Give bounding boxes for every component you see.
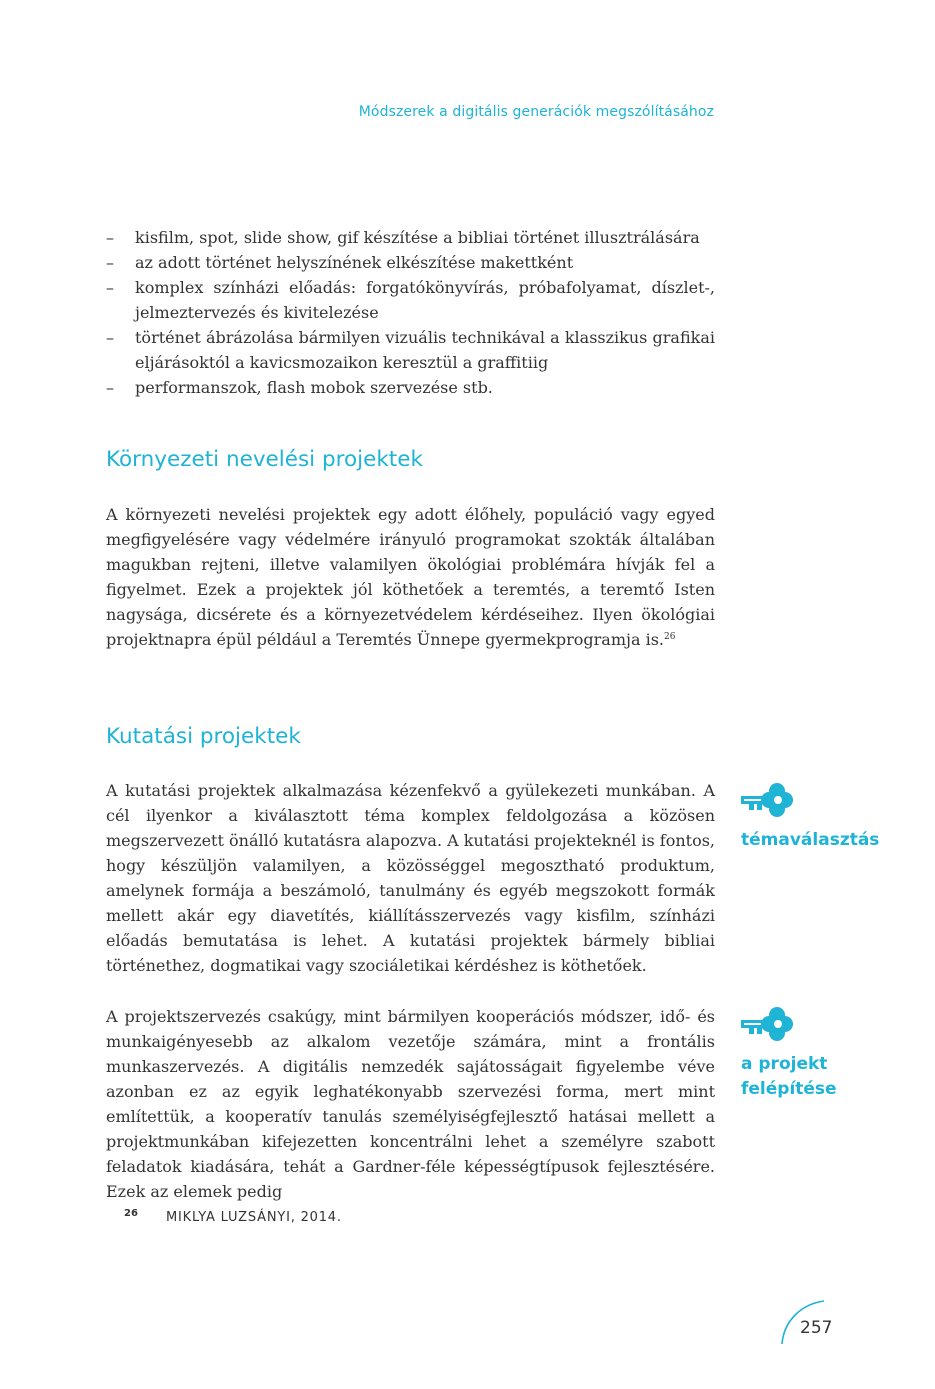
paragraph-research-2: A projektszervezés csakúgy, mint bármilyen kooperációs módszer, idő- és munkaigényesebb az alkalom vezetője számára, mint a frontális munkaszervezés. A digitális nemzedék sajátosságait figyelembe véve azonban ez az egyik leghatékonyabb szervezési forma, mert mint említettük, a kooperatív tanulás személyiségfejlesztő hatásai mellett a projektmunkában kifejezetten koncentrálni lehet a személyre szabott feladatok kiadására, tehát a Gardner-féle képességtípusok fejlesztésére. Ezek az elemek pedig xyxy=(106,1007,715,1201)
margin-label: témaválasztás xyxy=(741,830,880,850)
page-number: 257 xyxy=(800,1318,833,1338)
list-dash: – xyxy=(106,378,114,397)
key-icon xyxy=(741,1006,793,1044)
list-dash: – xyxy=(106,328,114,347)
section-heading-research: Kutatási projektek xyxy=(106,724,301,749)
margin-note-topic xyxy=(741,782,901,853)
list-dash: – xyxy=(106,253,114,272)
list-item: – történet ábrázolása bármilyen vizuális technikával a klasszikus grafikai eljárásoktól a kavicsmozaikon keresztül a graffitiig xyxy=(106,325,715,375)
margin-note-structure xyxy=(741,1006,901,1102)
list-item: – performanszok, flash mobok szervezése stb. xyxy=(106,375,715,400)
paragraph-environmental: A környezeti nevelési projektek egy adott élőhely, populáció vagy egyed megfigyelésére vagy védelmére irányuló programokat szokták általában magukban rejteni, illetve valamilyen ökológiai problémára hívják fel a figyelmet. Ezek a projektek jól köthetőek a teremtés, a teremtő Isten nagysága, dicsérete és a környezetvédelem kérdéseihez. Ilyen ökológiai projektnapra épül például a Teremtés Ünnepe gyermekprogramja is.$^{26}$ xyxy=(106,505,715,649)
key-icon xyxy=(741,782,793,820)
list-dash: – xyxy=(106,228,114,247)
list-item: – az adott történet helyszínének elkészítése makettként xyxy=(106,250,715,275)
margin-label: a projekt felépítése xyxy=(741,1054,837,1099)
running-head: Módszerek a digitális generációk megszólításához xyxy=(358,104,714,120)
paragraph-research-1: A kutatási projektek alkalmazása kézenfekvő a gyülekezeti munkában. A cél ilyenkor a kiválasztott téma komplex feldolgozása a közösen megszervezett önálló kutatásra alapozva. A kutatási projekteknél is fontos, hogy készüljön valamilyen, a közösséggel megosztható produktum, amelynek formája a beszámoló, tanulmány és egyéb megszokott formák mellett akár egy diavetítés, kiállításszervezés vagy kisfilm, színházi előadás bemutatása is lehet. A kutatási projektek bármely bibliai történethez, dogmatikai vagy szociáletikai kérdéshez is köthetőek. xyxy=(106,781,715,975)
bullet-list xyxy=(106,225,715,400)
section-heading-environmental: Környezeti nevelési projektek xyxy=(106,447,423,472)
footnote-text: MIKLYA LUZSÁNYI, 2014. xyxy=(166,1210,342,1225)
list-item: – komplex színházi előadás: forgatókönyvírás, próbafolyamat, díszlet-, jelmeztervezés és kivitelezése xyxy=(106,275,715,325)
page-number-block xyxy=(776,1298,836,1348)
list-dash: – xyxy=(106,278,114,297)
footnote-number: 26 xyxy=(124,1208,138,1219)
list-item: – kisfilm, spot, slide show, gif készítése a bibliai történet illusztrálására xyxy=(106,225,715,250)
footnote-ref: 26 xyxy=(664,632,676,642)
